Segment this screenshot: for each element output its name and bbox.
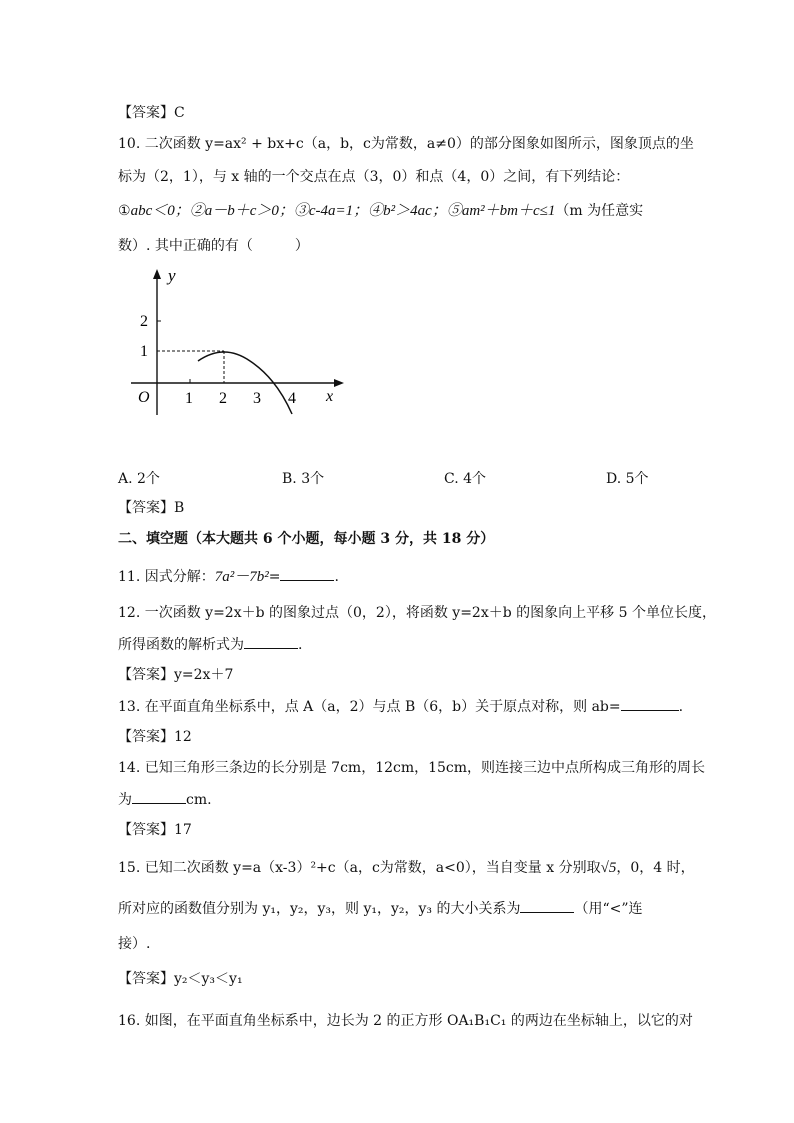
q11-line xyxy=(118,566,339,587)
section-heading-text: 二、填空题（本大题共 6 个小题，每小题 3 分，共 18 分） xyxy=(118,531,495,547)
x-axis-label: x xyxy=(326,388,334,405)
q14-unit: cm. xyxy=(186,792,212,808)
q11-equals: = xyxy=(268,569,281,585)
q15-line-3 xyxy=(118,934,150,954)
q12-text-1: 12. 一次函数 y=2x＋b 的图象过点（0，2），将函数 y=2x＋b 的图象向上平移 5 个单位长度， xyxy=(118,605,716,621)
q15-text-1: 15. 已知二次函数 y=a（x-3）²+c（a，c为常数，a<0），当自变量 x 分别取 xyxy=(118,860,601,876)
y-axis-arrow xyxy=(153,269,161,279)
q13-line xyxy=(118,696,683,717)
q12-period: . xyxy=(298,637,303,653)
q11-period: . xyxy=(334,569,339,585)
q12-blank xyxy=(244,634,298,649)
q11-expression: 7a²－7b² xyxy=(214,569,269,585)
q15-text-2b: （用“<”连 xyxy=(574,901,643,917)
section-heading xyxy=(118,529,494,549)
answer-9 xyxy=(118,103,185,123)
q10-c6: （m 为任意实 xyxy=(555,203,644,219)
q10-c3: a－b＋c＞0；③c-4a=1；④ xyxy=(204,203,384,219)
q15-line-2 xyxy=(118,898,643,919)
q10-text-4: 数）. 其中正确的有（ ） xyxy=(118,238,309,254)
y-axis-label: y xyxy=(168,266,176,285)
q10-line-2 xyxy=(118,167,629,187)
q14-text-1: 14. 已知三角形三条边的长分别是 7cm，12cm，15cm，则连接三边中点所构成三角形的周长 xyxy=(118,760,706,776)
q10-line-4 xyxy=(118,236,309,256)
answer-13 xyxy=(118,727,192,747)
q10-c1: ① xyxy=(118,203,131,219)
x-tick-label-2: 2 xyxy=(219,390,227,407)
q15-blank xyxy=(520,898,574,913)
q16-text: 16. 如图，在平面直角坐标系中，边长为 2 的正方形 OA₁B₁C₁ 的两边在坐标轴上，以它的对 xyxy=(118,1013,693,1029)
answer-15-text: 【答案】y₂＜y₃＜y₁ xyxy=(118,971,243,987)
q15-sqrt: √5 xyxy=(600,860,617,876)
q12-text-2: 所得函数的解析式为 xyxy=(118,637,244,653)
origin-label: O xyxy=(138,389,150,406)
q12-line-2 xyxy=(118,634,302,655)
y-tick-label-2: 2 xyxy=(140,313,148,330)
q12-line-1 xyxy=(118,603,716,623)
q11-prefix: 11. 因式分解： xyxy=(118,569,215,585)
q10-c5: am²＋bm＋c≤1 xyxy=(461,203,556,219)
answer-15 xyxy=(118,969,243,989)
option-c xyxy=(444,468,486,488)
q10-c2: abc＜0；② xyxy=(130,203,205,219)
x-tick-label-3: 3 xyxy=(253,390,261,407)
q14-line-2 xyxy=(118,789,212,810)
q15-text-1b: ，0，4 时， xyxy=(616,860,695,876)
answer-10 xyxy=(118,498,184,518)
q10-text-1: 10. 二次函数 y=ax² + bx+c（a，b，c为常数，a≠0）的部分图象如图所示，图象顶点的坐 xyxy=(118,136,694,152)
option-c-text: C. 4个 xyxy=(444,471,487,487)
option-d xyxy=(606,468,649,488)
q13-blank xyxy=(621,696,679,711)
q15-text-3: 接）. xyxy=(118,936,151,952)
answer-10-text: 【答案】B xyxy=(118,500,185,516)
q14-blank xyxy=(132,789,186,804)
q15-text-2: 所对应的函数值分别为 y₁，y₂，y₃，则 y₁，y₂，y₃ 的大小关系为 xyxy=(118,901,521,917)
q10-text-2: 标为（2，1），与 x 轴的一个交点在点（3，0）和点（4，0）之间，有下列结论： xyxy=(118,169,630,185)
q15-line-1 xyxy=(118,858,695,878)
option-b xyxy=(282,468,324,488)
q14-prefix: 为 xyxy=(118,792,132,808)
option-a-text: A. 2个 xyxy=(118,471,160,487)
q13-text: 13. 在平面直角坐标系中，点 A（a，2）与点 B（6，b）关于原点对称，则 ab= xyxy=(118,699,621,715)
q14-line-1 xyxy=(118,758,705,778)
answer-12 xyxy=(118,665,233,685)
x-axis-arrow xyxy=(334,379,344,387)
parabola-graph xyxy=(128,265,358,425)
q11-blank xyxy=(280,566,334,581)
option-b-text: B. 3个 xyxy=(282,471,325,487)
answer-12-text: 【答案】y=2x＋7 xyxy=(118,667,234,683)
option-a xyxy=(118,468,160,488)
answer-14-text: 【答案】17 xyxy=(118,822,192,838)
answer-13-text: 【答案】12 xyxy=(118,729,192,745)
answer-14 xyxy=(118,820,192,840)
option-d-text: D. 5个 xyxy=(606,471,649,487)
answer-9-text: 【答案】C xyxy=(118,105,185,121)
x-tick-label-4: 4 xyxy=(288,390,296,407)
q13-period: . xyxy=(678,699,684,715)
x-tick-label-1: 1 xyxy=(185,390,193,407)
q10-c4: b²＞4ac；⑤ xyxy=(383,203,462,219)
y-tick-label-1: 1 xyxy=(140,343,148,360)
q10-line-3 xyxy=(118,201,643,221)
q10-line-1 xyxy=(118,134,694,154)
q16-line xyxy=(118,1011,693,1031)
